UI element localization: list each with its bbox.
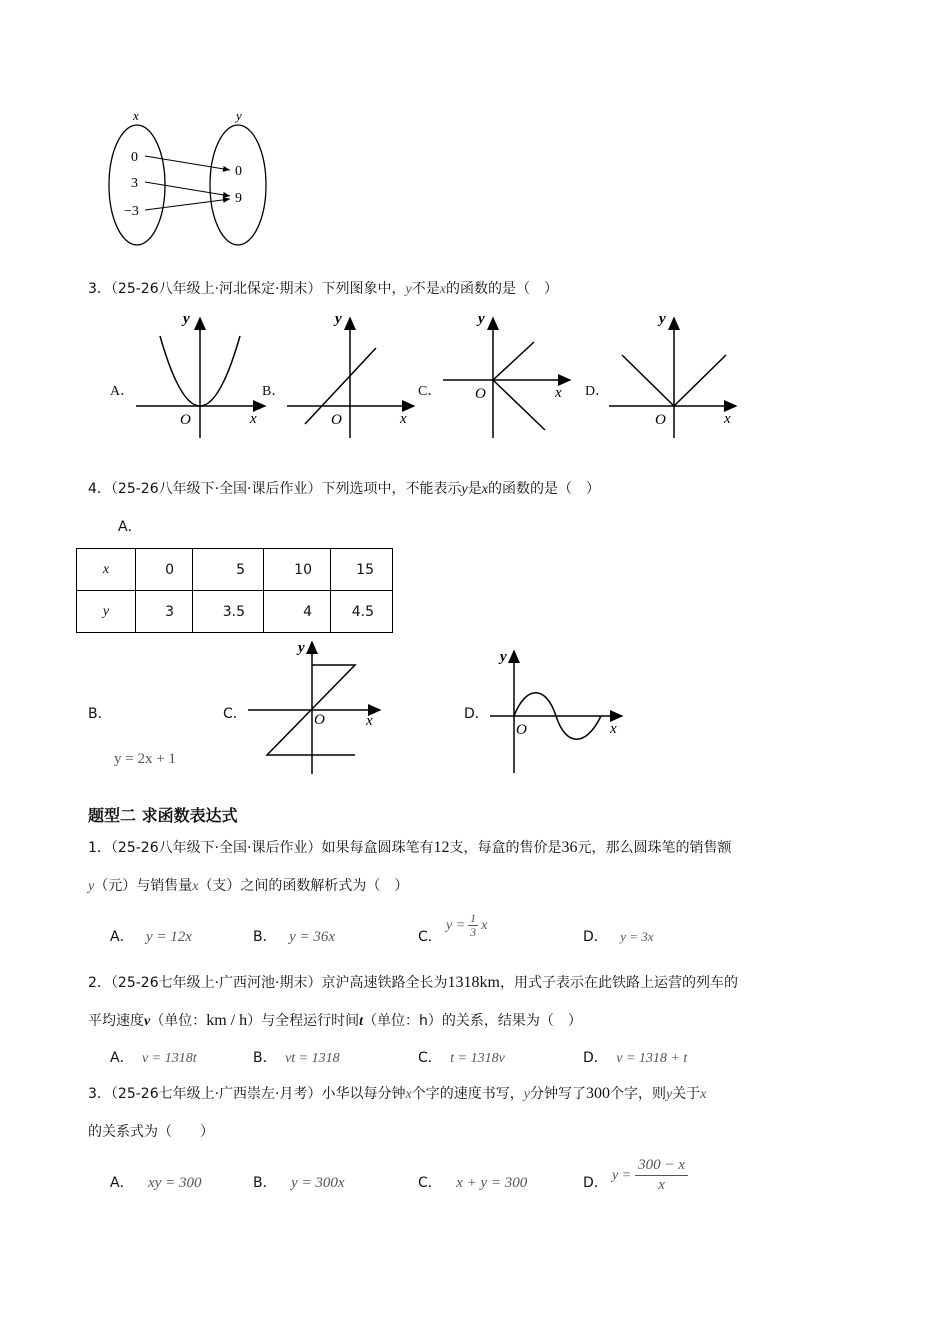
table-cell: 0 [136,549,193,591]
origin-label: O [331,412,342,428]
table-cell: 4.5 [331,591,393,633]
range-value: 9 [235,191,242,206]
option-b-label: B． [88,706,112,722]
question-source: （25-26八年级下·全国·课后作业） [110,840,322,856]
axis-y-label: y [335,311,342,327]
axis-y-label: y [659,311,666,327]
s2-question-1-line1: 1．（25-26八年级下·全国·课后作业）如果每盒圆珠笔有12支，每盒的售价是36元，那么圆珠笔的销售额 [88,839,732,856]
table-row [77,591,393,633]
origin-label: O [180,412,191,428]
s2-question-2-line2: 平均速度v（单位：km / h）与全程运行时间t（单位：h）的关系，结果为（ ） [88,1012,582,1029]
domain-value: −3 [124,204,139,219]
option-a-label: A． [118,519,142,535]
option-a[interactable]: A． v = 1318t [110,1050,197,1066]
axis-y-label: y [183,311,190,327]
option-c-label: C． [223,706,247,722]
fraction: $\frac{300 - x}{x}$ [635,1156,688,1195]
origin-label: O [516,722,527,738]
table-header-x: x [77,549,136,591]
question-number: 3． [88,1086,111,1102]
question-number: 1． [88,840,111,856]
option-a-label: A． [110,384,135,399]
option-d-label: D． [585,384,610,399]
option-b-formula: y = 2x + 1 [114,751,176,767]
table-cell: 4 [264,591,331,633]
axis-x-label: x [250,411,257,427]
axis-y-label: y [500,649,507,665]
option-c-label: C． [418,384,442,399]
graph-d-wave [486,645,636,777]
option-c-fraction-expr: y = $\frac{1}{3}$ x [446,911,488,939]
option-c[interactable]: C． [418,929,442,945]
option-b[interactable]: B． y = 300x [253,1175,345,1191]
table-header-y: y [77,591,136,633]
option-a[interactable]: A． xy = 300 [110,1175,202,1191]
question-number: 3． [88,281,111,297]
section-title: 题型二 求函数表达式 [88,806,238,825]
q3-graph-options [0,300,950,450]
origin-label: O [655,412,666,428]
graph-c-z-shape [240,632,400,777]
table-cell: 10 [264,549,331,591]
graph-d-v-shape [609,311,736,438]
option-d[interactable]: D． v = 1318 + t [583,1050,688,1066]
axis-x-label: x [366,713,373,729]
option-c[interactable]: C． t = 1318v [418,1050,505,1066]
question-source: （25-26八年级上·河北保定·期末） [110,281,322,297]
origin-label: O [475,386,486,402]
origin-label: O [314,712,325,728]
question-source: （25-26七年级上·广西崇左·月考） [110,1086,322,1102]
question-number: 4． [88,481,111,497]
axis-x-label: x [400,411,407,427]
table-cell: 3 [136,591,193,633]
s2-question-2-line1: 2．（25-26七年级上·广西河池·期末）京沪高速铁路全长为1318km，用式子表示在此铁路上运营的列车的 [88,974,738,991]
s2-question-1-line2: y（元）与销售量x（支）之间的函数解析式为（ ） [88,878,409,894]
option-b[interactable]: B． vt = 1318 [253,1050,340,1066]
mapping-arrow [145,182,230,196]
option-c[interactable]: C． x + y = 300 [418,1175,528,1191]
option-d-label: D． [464,706,489,722]
axis-x-label: x [610,721,617,737]
question-3-graphs: 3．（25-26八年级上·河北保定·期末）下列图象中，y不是x的函数的是（ ） [88,281,558,297]
range-ellipse [210,125,266,245]
axis-x-label: x [724,411,731,427]
table-cell: 3.5 [193,591,264,633]
table-row [77,549,393,591]
question-4: 4．（25-26八年级下·全国·课后作业）下列选项中，不能表示y是x的函数的是（ ） [88,481,600,497]
table-cell: 5 [193,549,264,591]
graph-a-parabola [136,311,265,438]
option-d-fraction-expr: y = $\frac{300 - x}{x}$ [612,1156,692,1195]
option-b-label: B． [262,384,286,399]
option-a[interactable]: A． y = 12x [110,929,192,945]
mapping-y-label: y [236,108,242,123]
fraction: $\frac{1}{3}$ [470,911,477,939]
question-source: （25-26八年级下·全国·课后作业） [110,481,322,497]
mapping-x-label: x [133,108,139,123]
graph-b-line [287,311,414,438]
domain-value: 3 [131,176,138,191]
mapping-arrow [145,199,230,210]
table-cell: 15 [331,549,393,591]
s2-question-3-line2: 的关系式为（ ） [88,1124,214,1140]
axis-x-label: x [555,385,562,401]
s2-question-3-line1: 3．（25-26七年级上·广西崇左·月考）小华以每分钟x个字的速度书写，y分钟写了300个字，则y关于x [88,1085,707,1102]
graph-c-sideways-v [443,311,570,438]
axis-y-label: y [298,640,305,656]
range-value: 0 [235,164,242,179]
q4-value-table [76,548,393,633]
question-source: （25-26七年级上·广西河池·期末） [110,975,322,991]
option-d[interactable]: D． [583,1175,608,1191]
axis-y-label: y [478,311,485,327]
question-number: 2． [88,975,111,991]
option-b[interactable]: B． y = 36x [253,929,335,945]
mapping-diagram [100,100,280,260]
option-d[interactable]: D． y = 3x [583,929,654,945]
domain-value: 0 [131,150,138,165]
mapping-arrow [145,156,230,170]
